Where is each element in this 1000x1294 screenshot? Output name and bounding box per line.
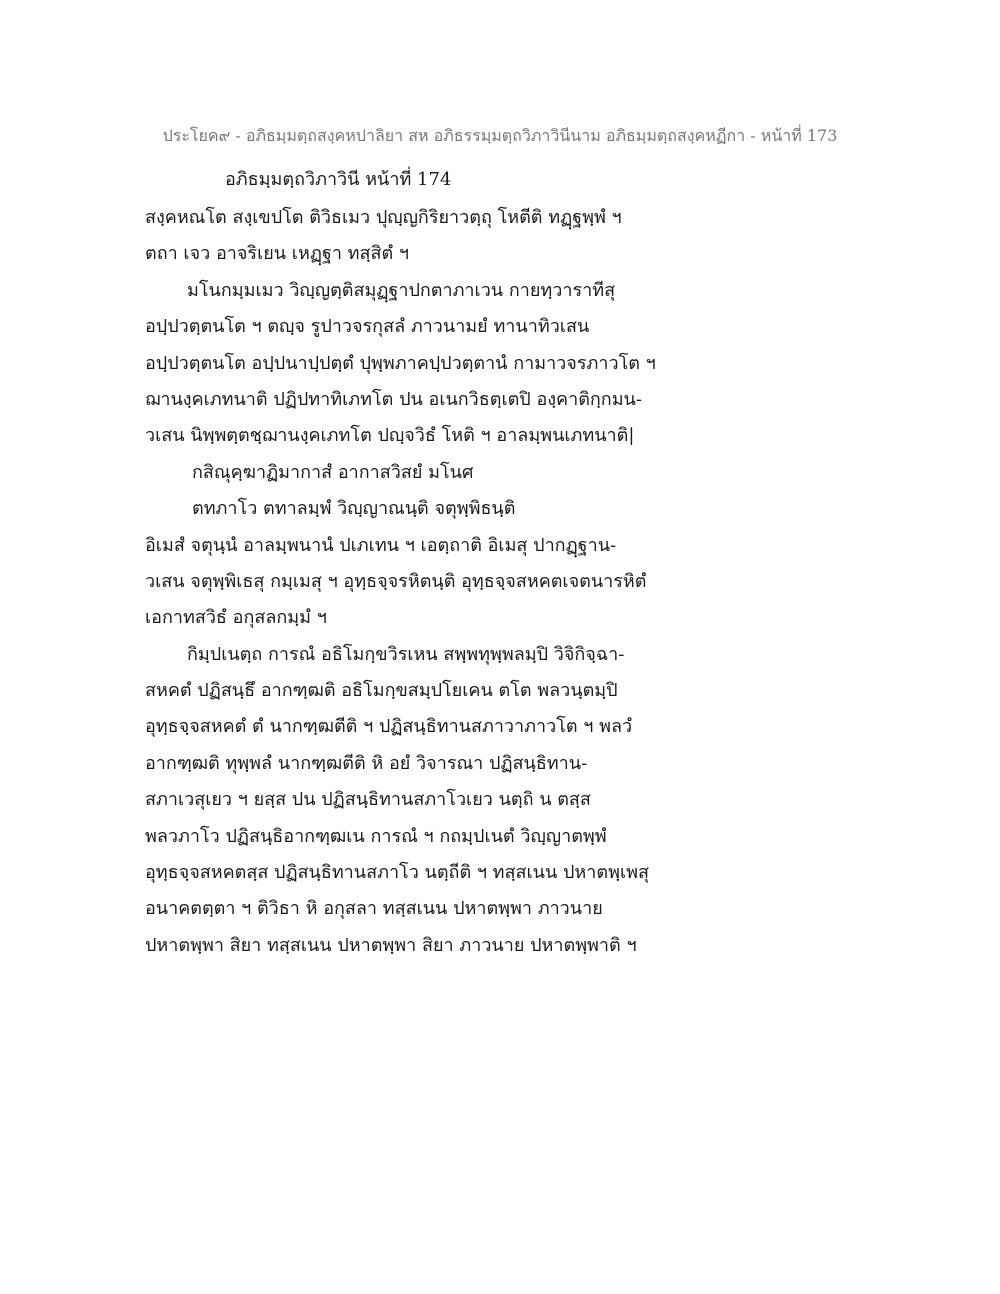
text-line: มโนกมฺมเมว วิญฺญตฺติสมุฏฺฐาปกตาภาเวน กายทฺวาราทีสุ bbox=[187, 279, 616, 301]
text-line: อิเมสํ จตุนฺนํ อาลมฺพนานํ ปเภเทน ฯ เอตฺถาติ อิเมสุ ปากฏฺฐาน- bbox=[145, 534, 617, 556]
verse-line: ตทภาโว ตทาลมฺพํ วิญฺญาณนฺติ จตุพฺพิธนฺติ bbox=[192, 498, 516, 520]
running-header: ประโยค๙ - อภิธมฺมตฺถสงฺคหปาลิยา สห อภิธรรมฺมตฺถวิภาวินีนาม อภิธมฺมตฺถสงฺคหฏีกา - หน้าที่ 173 bbox=[162, 126, 838, 145]
page-number-label: อภิธมฺมตฺถวิภาวินี หน้าที่ 174 bbox=[225, 169, 452, 190]
text-line: ตถา เจว อาจริเยน เหฏฺฐา ทสฺสิตํ ฯ bbox=[145, 243, 410, 265]
text-line: อปฺปวตฺตนโต อปฺปนาปฺปตฺตํ ปุพฺพภาคปฺปวตฺตานํ กามาวจรภาวโต ฯ bbox=[145, 352, 656, 374]
text-line: ปหาตพฺพา สิยา ทสฺสเนน ปหาตพฺพา สิยา ภาวนาย ปหาตพฺพาติ ฯ bbox=[145, 934, 637, 956]
text-line: ฌานงฺคเภทนาติ ปฏิปทาทิเภทโต ปน อเนกวิธตฺเตปิ องฺคาติกฺกมน- bbox=[145, 388, 642, 410]
text-line: อุทฺธจฺจสหคตํ ตํ นากฑฺฒตีติ ฯ ปฏิสนฺธิทานสภาวาภาวโต ฯ พลวํ bbox=[145, 716, 633, 738]
text-line: วเสน จตุพฺพิเธสุ กมฺเมสุ ฯ อุทฺธจฺจรหิตนฺติ อุทฺธจฺจสหคตเจตนารหิตํ bbox=[145, 570, 647, 592]
text-line: วเสน นิพฺพตฺตชฺฌานงฺคเภทโต ปญฺจวิธํ โหติ ฯ อาลมฺพนเภทนาติ| bbox=[145, 425, 635, 447]
text-line: สหคตํ ปฏิสนฺธึ อากฑฺฒติ อธิโมกฺขสมฺปโยเคน ตโต พลวนฺตมฺปิ bbox=[145, 680, 618, 702]
text-line: สภาเวสุเยว ฯ ยสฺส ปน ปฏิสนฺธิทานสภาโวเยว นตฺถิ น ตสฺส bbox=[145, 789, 591, 811]
text-line: กิมฺปเนตฺถ การณํ อธิโมกฺขวิรเหน สพฺพทุพฺพลมฺปิ วิจิกิจฺฉา- bbox=[187, 643, 625, 665]
text-line: อุทฺธจฺจสหคตสฺส ปฏิสนฺธิทานสภาโว นตฺถีติ ฯ ทสฺสเนน ปหาตพฺเพสุ bbox=[145, 862, 649, 884]
verse-line: กสิณุคฺฆาฏิมากาสํ อากาสวิสยํ มโนศ bbox=[192, 461, 474, 483]
text-line: อนาคตตฺตา ฯ ติวิธา หิ อกุสลา ทสฺสเนน ปหาตพฺพา ภาวนาย bbox=[145, 898, 603, 920]
text-line: พลวภาโว ปฏิสนฺธิอากฑฺฒเน การณํ ฯ กถมฺปเนตํ วิญฺญาตพฺพํ bbox=[145, 825, 607, 847]
text-line: เอกาทสวิธํ อกุสลกมฺมํ ฯ bbox=[145, 607, 327, 629]
text-line: สงฺคหณโต สงฺเขปโต ติวิธเมว ปุญฺญกิริยาวตฺถุ โหตีติ ทฏฺฐพฺพํ ฯ bbox=[145, 207, 622, 228]
text-line: อปฺปวตฺตนโต ฯ ตญฺจ รูปาวจรกุสลํ ภาวนามยํ ทานาทิวเสน bbox=[145, 316, 590, 338]
body-text bbox=[145, 200, 865, 964]
text-line: อากฑฺฒติ ทุพฺพลํ นากฑฺฒตีติ หิ อยํ วิจารณา ปฏิสนฺธิทาน- bbox=[145, 752, 588, 774]
